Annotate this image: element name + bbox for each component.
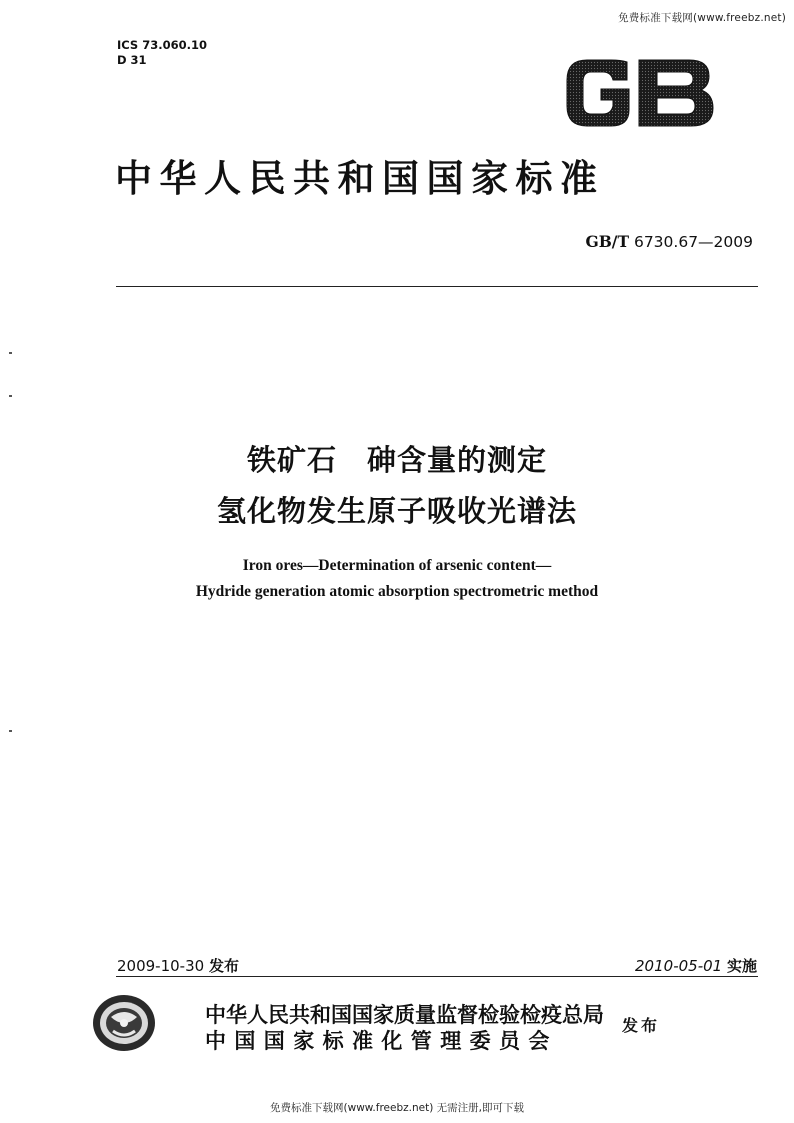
standard-type-title: 中华人民共和国国家标准: [115, 157, 605, 200]
issuer-label: 发布: [622, 1016, 661, 1035]
issue-date-value: 2009-10-30: [117, 957, 205, 975]
ccs-code: D 31: [117, 53, 147, 67]
gb-logo: [563, 52, 719, 138]
issue-date: [117, 955, 239, 976]
standard-number-prefix: GB/T: [585, 232, 630, 251]
scan-mark: [9, 730, 12, 732]
footer-divider: [116, 976, 758, 977]
issuer-seal-icon: [91, 993, 157, 1057]
implement-date-label: 实施: [726, 957, 757, 975]
implement-date: [635, 955, 757, 976]
header-divider: [116, 286, 758, 287]
watermark-bottom: 免费标准下载网(www.freebz.net) 无需注册,即可下载: [270, 1102, 524, 1114]
scan-mark: [9, 352, 12, 354]
issuer-line1: 中华人民共和国国家质量监督检验检疫总局: [205, 1003, 604, 1027]
implement-date-value: 2010-05-01: [635, 957, 723, 975]
issue-date-label: 发布: [208, 957, 239, 975]
title-cn-line1: 铁矿石 砷含量的测定: [246, 443, 547, 477]
title-en-line2: Hydride generation atomic absorption spectrometric method: [195, 583, 599, 600]
scan-mark: [9, 395, 12, 397]
title-en-line1: Iron ores—Determination of arsenic content—: [242, 557, 552, 574]
classification-block: [117, 38, 207, 68]
watermark-top: 免费标准下载网(www.freebz.net): [618, 12, 786, 24]
ics-code: ICS 73.060.10: [117, 38, 207, 52]
standard-number-value: 6730.67—2009: [633, 233, 753, 251]
title-cn-line2: 氢化物发生原子吸收光谱法: [216, 494, 577, 528]
issuer-line2: 中国国家标准化管理委员会: [205, 1029, 558, 1053]
standard-number: [585, 232, 753, 251]
